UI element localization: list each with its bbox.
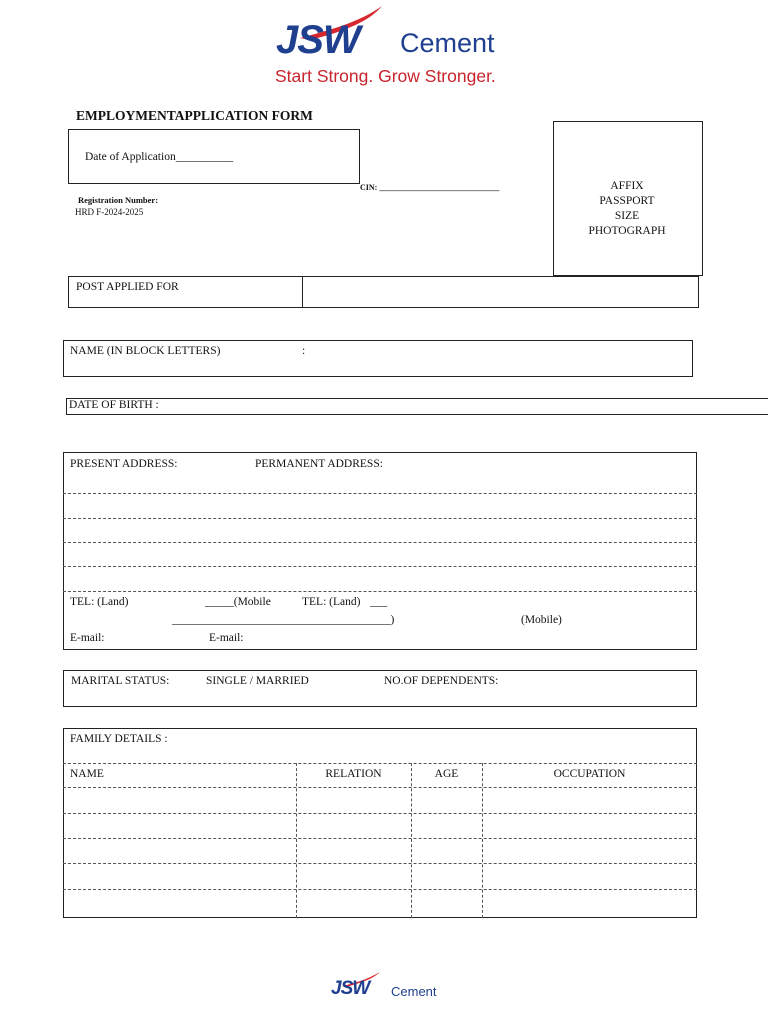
name-input[interactable]	[312, 342, 690, 375]
post-applied-input[interactable]	[304, 278, 696, 306]
family-header-age	[411, 768, 482, 780]
family-col-divider	[296, 763, 297, 918]
post-applied-divider	[302, 276, 303, 308]
family-header-relation-text: RELATION	[325, 768, 382, 780]
marital-label: MARITAL STATUS:	[71, 675, 170, 687]
mobile-label-2[interactable]: (Mobile)	[521, 614, 562, 626]
tel-land-label-2[interactable]: TEL: (Land)	[302, 596, 361, 608]
registration-label: Registration Number:	[78, 195, 159, 205]
name-label: NAME (IN BLOCK LETTERS)	[70, 345, 221, 357]
footer-logo	[328, 972, 448, 1006]
dependents-label: NO.OF DEPENDENTS:	[384, 675, 499, 687]
post-applied-label: POST APPLIED FOR	[76, 281, 179, 293]
family-row-line	[63, 813, 697, 814]
address-line[interactable]	[63, 493, 697, 494]
tel-land-line-2[interactable]: ___	[370, 596, 388, 608]
tel-land-label-1[interactable]: TEL: (Land)	[70, 596, 129, 608]
cin-field[interactable]: CIN: ______________________________	[360, 183, 500, 192]
name-colon: :	[302, 345, 306, 357]
dependents-input[interactable]	[510, 672, 694, 705]
marital-options[interactable]: SINGLE / MARRIED	[206, 675, 309, 687]
registration-value: HRD F-2024-2025	[75, 207, 144, 217]
family-header-bottom-line	[63, 787, 697, 788]
family-header-age-text: AGE	[434, 768, 459, 780]
form-title: EMPLOYMENTAPPLICATION FORM	[76, 108, 313, 123]
family-header-occupation	[482, 768, 697, 780]
family-header-relation	[296, 768, 411, 780]
header-tagline: Start Strong. Grow Stronger.	[275, 66, 496, 86]
footer-brand-name: Cement	[391, 984, 437, 999]
footer-jsw-logo: JSW	[331, 978, 370, 999]
tel-line[interactable]: ______________________________________)	[172, 614, 395, 626]
photo-line-2: PASSPORT	[599, 195, 655, 207]
address-line[interactable]	[63, 518, 697, 519]
family-label: FAMILY DETAILS :	[70, 733, 168, 745]
photo-line-1: AFFIX	[610, 180, 644, 192]
dob-input[interactable]	[185, 399, 765, 414]
address-line[interactable]	[63, 566, 697, 567]
photo-line-3: SIZE	[614, 210, 640, 222]
family-col-divider	[482, 763, 483, 918]
dob-label: DATE OF BIRTH :	[69, 399, 159, 411]
family-col-divider	[411, 763, 412, 918]
tel-mobile-label-1[interactable]: _____(Mobile	[205, 596, 271, 608]
photo-line-4: PHOTOGRAPH	[588, 225, 666, 237]
email-label-2[interactable]: E-mail:	[209, 632, 244, 644]
date-of-application-field[interactable]: Date of Application__________	[85, 151, 234, 163]
photo-instructions	[553, 179, 701, 239]
header-logo	[270, 4, 510, 90]
family-header-name: NAME	[70, 768, 104, 780]
email-label-1[interactable]: E-mail:	[70, 632, 105, 644]
family-row-line	[63, 863, 697, 864]
family-row-line	[63, 889, 697, 890]
header-brand-name: Cement	[400, 28, 495, 58]
family-header-occupation-text: OCCUPATION	[553, 768, 626, 780]
present-address-label: PRESENT ADDRESS:	[70, 458, 178, 470]
address-line[interactable]	[63, 591, 697, 592]
header-jsw-logo: JSW	[276, 18, 360, 62]
permanent-address-label: PERMANENT ADDRESS:	[255, 458, 383, 470]
family-row-line	[63, 838, 697, 839]
family-header-top-line	[63, 763, 697, 764]
address-line[interactable]	[63, 542, 697, 543]
